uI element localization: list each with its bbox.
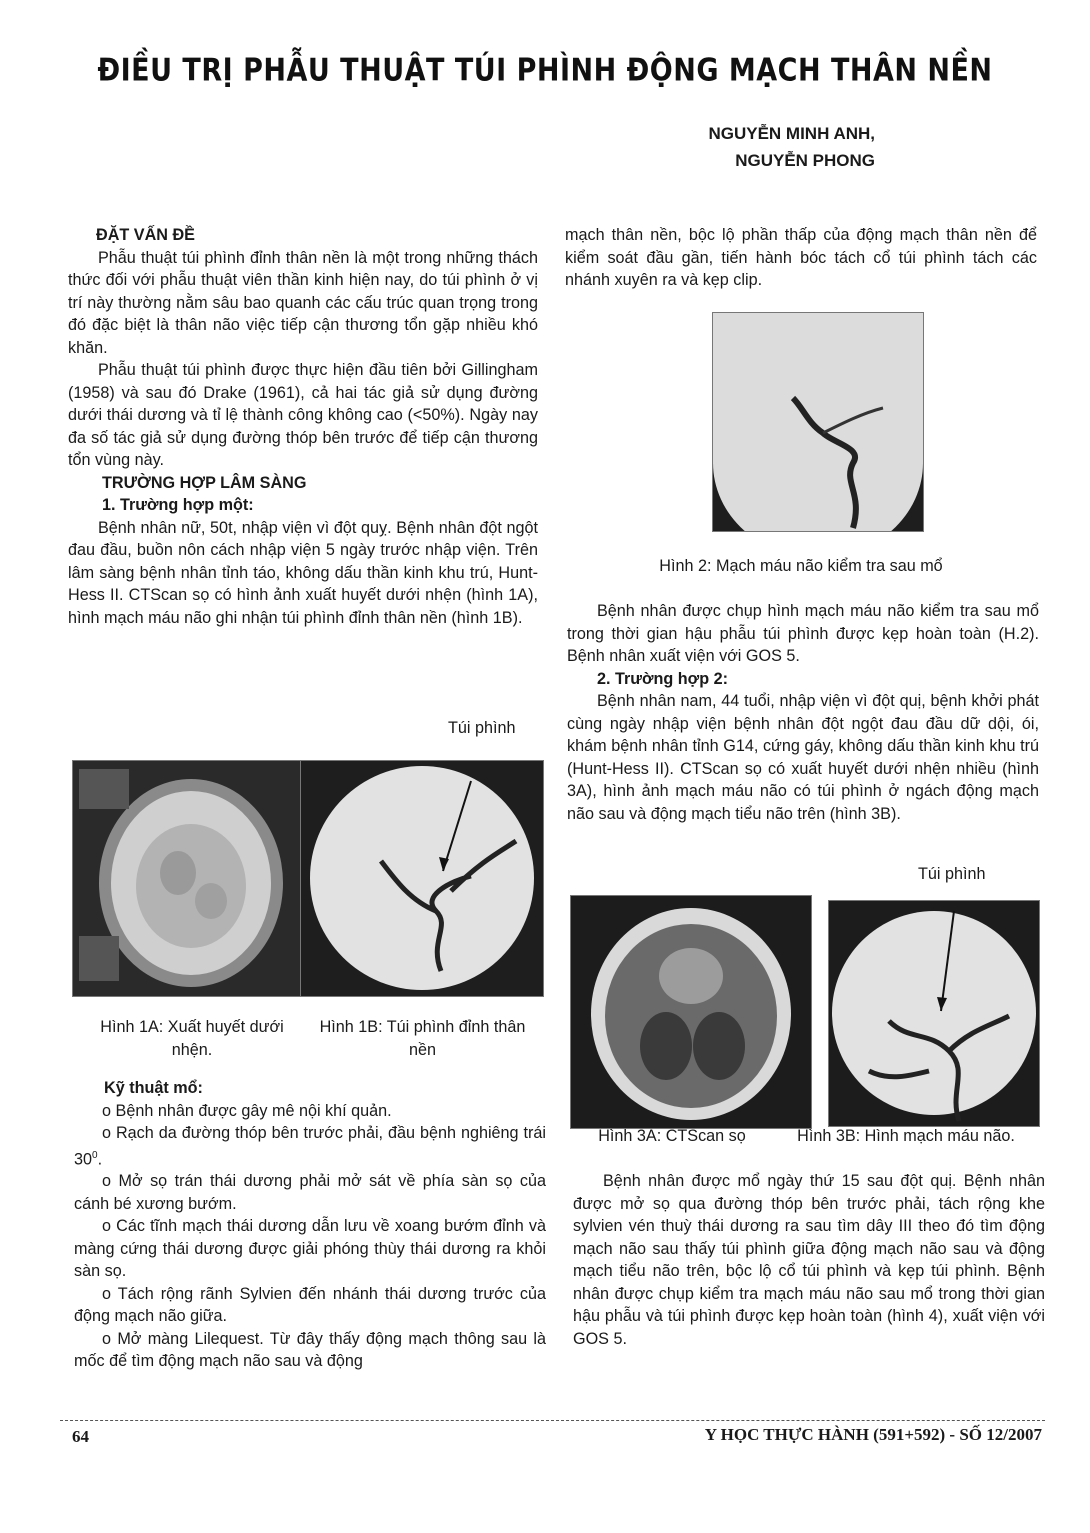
section-heading-cases: TRƯỜNG HỢP LÂM SÀNG	[102, 473, 307, 492]
figure-1a-ct-image	[72, 760, 304, 997]
technique-step-6	[74, 1328, 546, 1373]
page-number: 64	[72, 1427, 89, 1446]
authors	[708, 120, 875, 174]
bullet-marker: o	[102, 1172, 112, 1191]
technique-section	[74, 1077, 546, 1373]
fig2-caption: Hình 2: Mạch máu não kiểm tra sau mổ	[659, 557, 943, 575]
case1-paragraph: Bệnh nhân nữ, 50t, nhập viện vì đột quỵ. Bệnh nhân đột ngột đau đầu, buồn nôn cách nhập viện 5 ngày trước nhập viện. Trên lâm sàng bệnh nhân tỉnh táo, không dấu thần kinh khu trú, Hunt- Hess II. CTScan sọ có hình ảnh xuất huyết dưới nhện (hình 1A), hình mạch máu não ghi nhận túi phình đỉnh thân nền (hình 1B).	[68, 518, 538, 627]
section-heading-intro: ĐẶT VẤN ĐỀ	[96, 226, 195, 244]
author-1: NGUYỄN MINH ANH,	[708, 124, 875, 143]
figure-2-angiogram	[712, 312, 924, 532]
right-column-middle	[567, 600, 1039, 825]
figure-3b-graphic	[829, 901, 1039, 1126]
technique-step-1-text: Bệnh nhân được gây mê nội khí quản.	[115, 1101, 392, 1120]
fig3b-caption: Hình 3B: Hình mạch máu não.	[797, 1127, 1015, 1145]
intro-paragraph-2: Phẫu thuật túi phình được thực hiện đầu tiên bởi Gillingham (1958) và sau đó Drake (1961), cả hai tác giả sử dụng đường dưới thái dương và tỉ lệ thành công không cao (<50%). Ngày nay đa số tác giả sử dụng đường thóp bên trước để tiếp cận thương tổn vùng này.	[68, 361, 538, 469]
figure-3a-graphic	[571, 896, 811, 1128]
bullet-marker: o	[102, 1284, 112, 1303]
degree-superscript: 0	[92, 1149, 98, 1161]
technique-step-4	[74, 1215, 546, 1283]
case1-heading: 1. Trường hợp một:	[102, 496, 254, 514]
figure-3a-ct-image	[570, 895, 812, 1129]
left-column-top	[68, 224, 538, 629]
case2-paragraph: Bệnh nhân nam, 44 tuổi, nhập viện vì đột quị, bệnh khởi phát cùng ngày nhập viện bệnh nhân đột ngột đau đầu dữ dội, ói, khám bệnh nhân tỉnh G14, cứng gáy, không dấu thần kinh khu trú (Hunt-Hess II). CTScan sọ có xuất huyết dưới nhện nhiều (hình 3A), hình ảnh mạch máu não có túi phình ở ngách động mạch não sau và động mạch tiểu não trên (hình 3B).	[567, 692, 1039, 823]
bullet-marker: o	[102, 1217, 112, 1236]
case2-heading: 2. Trường hợp 2:	[597, 669, 728, 688]
fig1b-caption: Hình 1B: Túi phình đỉnh thân nền	[319, 1018, 526, 1059]
case2-final-paragraph: Bệnh nhân được mổ ngày thứ 15 sau đột quị. Bệnh nhân được mở sọ qua đường thóp bên trước phải, tách rộng khe sylvien vén thuỳ thái dương ra sau tìm dây III theo đó tìm động mạch não sau thấy túi phình giữa động mạch não sau và động mạch tiểu não trên, bộc lộ cổ túi phình và kẹp túi phình. Bệnh nhân được chụp kiểm tra mạch máu não sau mổ trong thời gian hậu phẫu và túi phình được kẹp hoàn toàn (hình 4), xuất viện với GOS 5.	[573, 1172, 1045, 1348]
technique-step-2-period: .	[97, 1149, 103, 1168]
technique-step-1	[74, 1100, 546, 1123]
technique-step-5	[74, 1283, 546, 1328]
figure-1b-angiogram	[300, 760, 544, 997]
footer-rule	[60, 1420, 1045, 1421]
figure-1b-graphic	[301, 761, 543, 996]
fig3-label: Túi phình	[918, 865, 986, 883]
technique-step-2	[74, 1122, 546, 1170]
technique-step-6-text: Mở màng Lilequest. Từ đây thấy động mạch thông sau là mốc để tìm động mạch não sau và động	[74, 1329, 546, 1371]
technique-step-4-text: Các tĩnh mạch thái dương dẫn lưu về xoang bướm đỉnh và màng cứng thái dương được giải phóng thùy thái dương ra khỏi sàn sọ.	[74, 1217, 547, 1281]
author-2: NGUYỄN PHONG	[735, 151, 875, 170]
figure-3b-angiogram	[828, 900, 1040, 1127]
fig1-label: Túi phình	[448, 719, 516, 737]
right-column-continuation: mạch thân nền, bộc lộ phần thấp của động mạch thân nền để kiểm soát đầu gần, tiến hành bóc tách cổ túi phình tách các nhánh xuyên ra và kẹp clip.	[565, 226, 1037, 289]
bullet-marker: o	[102, 1101, 112, 1120]
technique-heading: Kỹ thuật mổ:	[104, 1079, 203, 1097]
technique-step-5-text: Tách rộng rãnh Sylvien đến nhánh thái dương trước của động mạch não giữa.	[74, 1284, 546, 1326]
fig3a-caption: Hình 3A: CTScan sọ	[598, 1127, 746, 1145]
figure-2-graphic	[713, 313, 923, 531]
journal-name: Y HỌC THỰC HÀNH (591+592) - SỐ 12/2007	[704, 1425, 1042, 1444]
intro-paragraph-1: Phẫu thuật túi phình đỉnh thân nền là một trong những thách thức đối với phẫu thuật viên thần kinh hiện nay, do túi phình ở vị trí này thường nằm sâu bao quanh các cấu trúc quan trọng trong đó đặc biệt là thân não việc tiếp cận thương tổn gặp nhiều khó khăn.	[68, 248, 538, 357]
article-title: ĐIỀU TRỊ PHẪU THUẬT TÚI PHÌNH ĐỘNG MẠCH THÂN NỀN	[97, 52, 993, 89]
bullet-marker: o	[102, 1124, 112, 1142]
fig1a-caption: Hình 1A: Xuất huyết dưới nhện.	[100, 1018, 284, 1059]
figure-1a-graphic	[73, 761, 303, 996]
technique-step-3	[74, 1170, 546, 1215]
technique-step-3-text: Mở sọ trán thái dương phải mở sát về phía sàn sọ của cánh bé xương bướm.	[74, 1172, 547, 1213]
post-op-paragraph: Bệnh nhân được chụp hình mạch máu não kiểm tra sau mổ trong thời gian hậu phẫu túi phình được kẹp hoàn toàn (H.2). Bệnh nhân xuất viện với GOS 5.	[567, 602, 1039, 665]
technique-step-2-text: Rạch da đường thóp bên trước phải, đầu bệnh nghiêng trái 30	[74, 1124, 546, 1168]
bullet-marker: o	[102, 1329, 112, 1348]
